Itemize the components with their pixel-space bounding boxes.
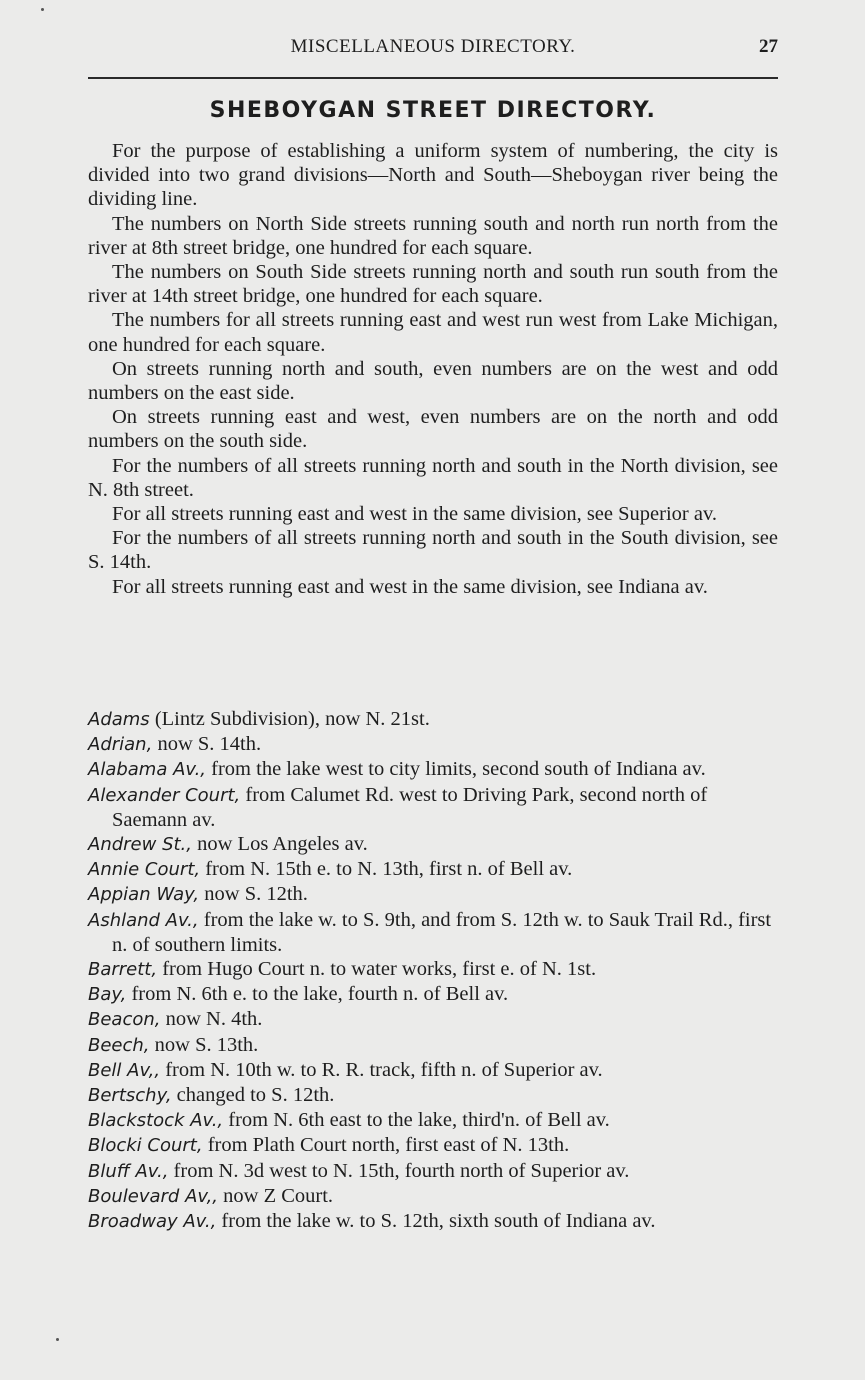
street-name: Broadway Av., — [88, 1211, 217, 1233]
intro-paragraph: The numbers on North Side streets running south and north run north from the river at 8th street bridge, one hundred for each square. — [88, 212, 778, 259]
street-entry — [88, 1007, 778, 1032]
street-description: now Z Court. — [218, 1184, 334, 1207]
street-entry — [88, 1083, 778, 1108]
street-description: from the lake w. to S. 9th, and from S. 12th w. to Sauk Trail Rd., first n. of southern limits. — [112, 908, 772, 956]
street-name: Bluff Av., — [88, 1160, 169, 1182]
street-name: Annie Court, — [88, 859, 201, 881]
street-description: (Lintz Subdivision), now N. 21st. — [149, 708, 430, 730]
street-entry — [88, 1133, 778, 1158]
intro-paragraph: For the numbers of all streets running north and south in the North division, see N. 8th street. — [88, 454, 778, 501]
street-entry — [88, 857, 778, 882]
street-entry — [88, 757, 778, 782]
street-description: from N. 15th e. to N. 13th, first n. of Bell av. — [200, 858, 573, 881]
street-description: now N. 4th. — [160, 1008, 263, 1031]
street-entry — [88, 1108, 778, 1133]
street-entry — [88, 707, 778, 732]
street-entry — [88, 1159, 778, 1184]
street-name: Appian Way, — [88, 884, 200, 906]
street-description: from Plath Court north, first east of N. 13th. — [202, 1134, 570, 1157]
street-description: from N. 6th east to the lake, third'n. of Bell av. — [223, 1109, 610, 1132]
street-name: Adrian, — [88, 734, 153, 756]
street-description: now S. 14th. — [152, 733, 262, 756]
intro-paragraph: For the numbers of all streets running north and south in the South division, see S. 14th. — [88, 527, 778, 574]
street-description: from N. 6th e. to the lake, fourth n. of Bell av. — [126, 983, 509, 1006]
street-description: now S. 13th. — [149, 1033, 259, 1056]
intro-paragraph: For the purpose of establishing a uniform system of numbering, the city is divided into two grand divisions—North and South—Sheboygan river being the dividing line. — [88, 140, 778, 211]
intro-section — [88, 139, 778, 599]
street-list — [88, 707, 778, 1234]
street-entry — [88, 1058, 778, 1083]
street-entry — [88, 732, 778, 757]
page-title: SHEBOYGAN STREET DIRECTORY. — [209, 98, 657, 123]
street-name: Beech, — [88, 1034, 150, 1056]
street-entry — [88, 1033, 778, 1058]
street-name: Beacon, — [88, 1009, 161, 1031]
street-description: from the lake w. to S. 12th, sixth south of Indiana av. — [216, 1210, 656, 1233]
intro-paragraph: The numbers for all streets running east and west run west from Lake Michigan, one hundred for each square. — [88, 309, 778, 356]
street-name: Bertschy, — [88, 1085, 172, 1107]
street-description: changed to S. 12th. — [171, 1084, 335, 1107]
intro-paragraph: On streets running east and west, even numbers are on the north and odd numbers on the south side. — [88, 406, 778, 453]
header-rule — [88, 77, 778, 79]
intro-paragraph: For all streets running east and west in the same division, see Indiana av. — [112, 575, 708, 598]
street-name: Ashland Av., — [88, 909, 199, 931]
street-description: from the lake west to city limits, second south of Indiana av. — [206, 758, 706, 781]
street-entry — [88, 783, 778, 832]
street-entry — [88, 908, 778, 957]
street-description: from Hugo Court n. to water works, first e. of N. 1st. — [157, 958, 597, 981]
street-entry — [88, 957, 778, 982]
street-description: from N. 3d west to N. 15th, fourth north of Superior av. — [168, 1159, 630, 1182]
street-name: Bay, — [88, 984, 127, 1006]
street-description: from N. 10th w. to R. R. track, fifth n. of Superior av. — [160, 1058, 603, 1081]
street-name: Adams — [88, 709, 150, 730]
street-description: from Calumet Rd. west to Driving Park, second north of Saemann av. — [112, 783, 708, 831]
street-entry — [88, 882, 778, 907]
intro-paragraph: On streets running north and south, even numbers are on the west and odd numbers on the east side. — [88, 357, 778, 405]
street-name: Alexander Court, — [88, 784, 241, 806]
street-name: Blackstock Av., — [88, 1110, 224, 1132]
street-name: Andrew St., — [88, 834, 192, 856]
street-entry — [88, 1209, 778, 1234]
street-name: Bell Av,, — [88, 1059, 161, 1081]
street-description: now S. 12th. — [199, 883, 308, 906]
page-number: 27 — [759, 36, 778, 57]
street-name: Boulevard Av,, — [88, 1185, 219, 1207]
intro-paragraph: The numbers on South Side streets running north and south run south from the river at 14th street bridge, one hundred for each square. — [88, 261, 778, 308]
ink-speck — [56, 1338, 59, 1341]
street-name: Alabama Av., — [88, 759, 207, 781]
street-entry — [88, 982, 778, 1007]
ink-speck — [41, 8, 44, 11]
street-name: Barrett, — [88, 959, 158, 981]
running-title: MISCELLANEOUS DIRECTORY. — [290, 36, 576, 57]
street-description: now Los Angeles av. — [192, 833, 368, 856]
intro-paragraph: For all streets running east and west in the same division, see Superior av. — [112, 503, 718, 526]
street-entry — [88, 1184, 778, 1209]
street-name: Blocki Court, — [88, 1135, 203, 1157]
running-head — [88, 36, 778, 62]
street-entry — [88, 832, 778, 857]
